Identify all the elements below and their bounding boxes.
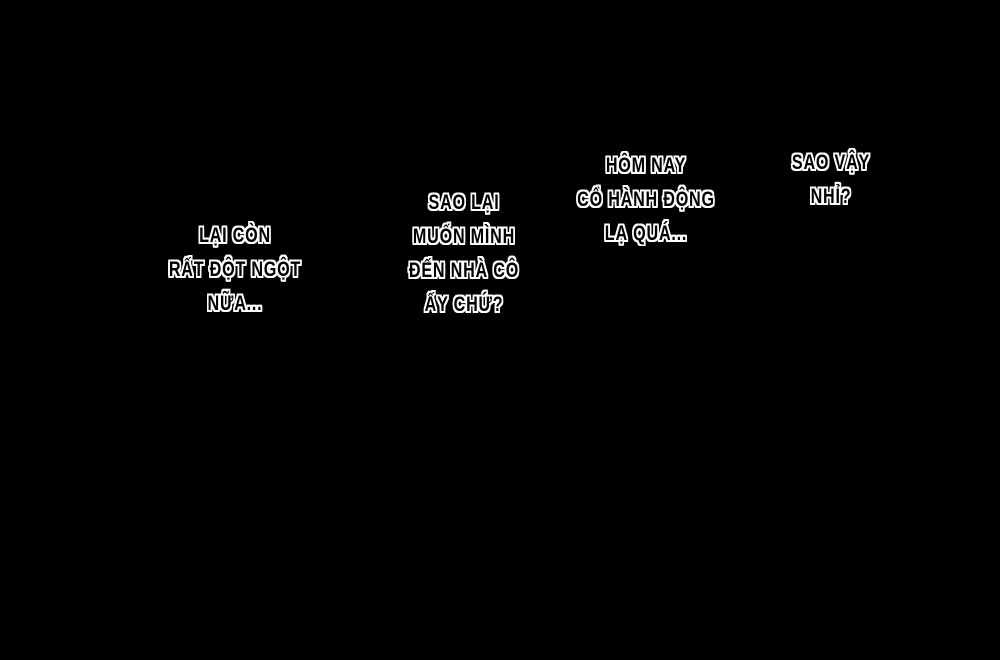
text-line: RẤT ĐỘT NGỘT (168, 258, 302, 281)
text-line: SAO LẠI (428, 191, 500, 214)
thought-text-1 (150, 219, 319, 321)
thought-text-4 (746, 146, 915, 214)
text-line: HÔM NAY (605, 154, 687, 177)
thought-text-3 (561, 149, 730, 251)
text-line: NHỈ? (810, 185, 852, 208)
text-line: ẤY CHỨ? (424, 293, 504, 316)
text-line: NỮA... (207, 292, 263, 315)
text-line: SAO VẬY (791, 151, 871, 174)
text-line: ĐẾN NHÀ CÔ (408, 259, 520, 282)
text-line: LẠI CÒN (199, 224, 271, 247)
thought-text-2 (379, 186, 548, 322)
text-line: CỔ HÀNH ĐỘNG (577, 188, 715, 211)
text-line: MUỐN MÌNH (412, 225, 516, 248)
text-line: LẠ QUÁ... (604, 222, 688, 245)
